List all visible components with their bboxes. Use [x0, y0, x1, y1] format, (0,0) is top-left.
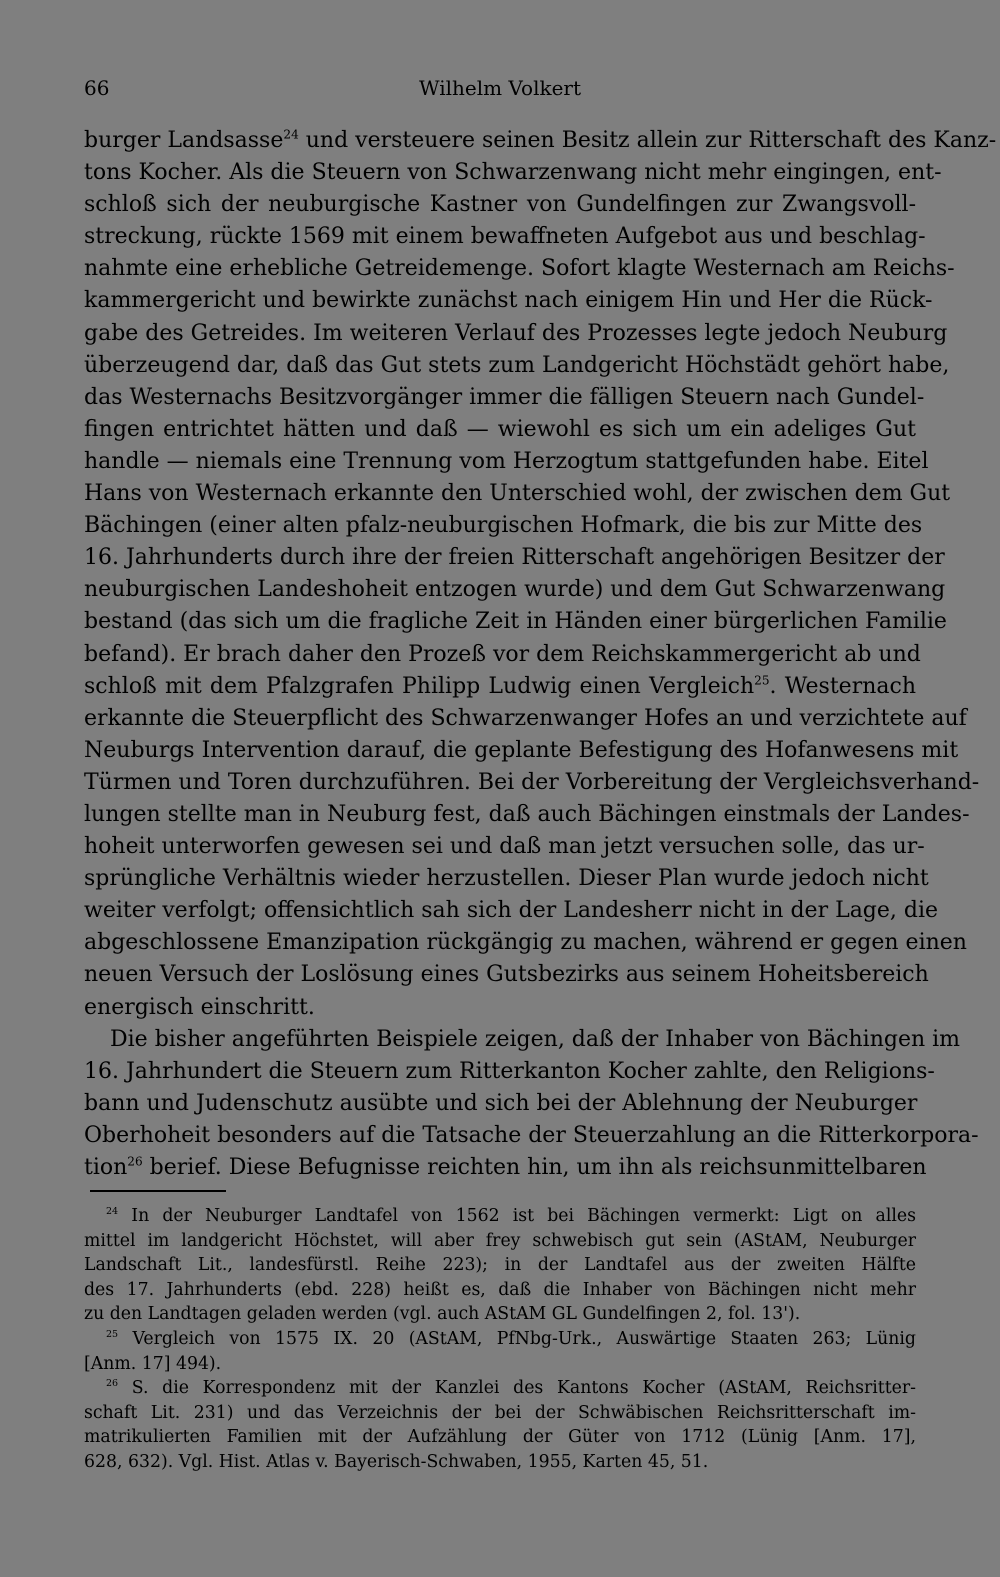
footnote-line [84, 1327, 916, 1352]
text-run: Landschaft Lit., landesfürstl. Reihe 223); in der Landtafel aus der zweiten Hälfte [84, 1255, 916, 1276]
footnote-line [84, 1352, 916, 1377]
text-run: neuburgischen Landeshoheit entzogen wurde) und dem Gut Schwarzenwang [84, 577, 946, 603]
text-run: Oberhoheit besonders auf die Tatsache der Steuerzahlung an die Ritterkorpora- [84, 1122, 979, 1148]
footnote [84, 1376, 916, 1474]
footnote-line [84, 1204, 916, 1229]
text-run: streckung, rückte 1569 mit einem bewaffneten Aufgebot aus und beschlag- [84, 224, 926, 250]
text-line [84, 735, 959, 767]
text-run: berief. Diese Befugnisse reichten hin, um ihn als reichsunmittelbaren [142, 1155, 927, 1180]
page-number: 66 [84, 76, 110, 100]
footnote-line [84, 1376, 916, 1401]
text-line [84, 478, 951, 510]
footnote-marker: 26 [106, 1378, 119, 1390]
text-line [84, 350, 950, 382]
text-line [84, 574, 946, 606]
text-run: befand). Er brach daher den Prozeß vor dem Reichskammergericht ab und [84, 641, 921, 667]
text-line [84, 895, 939, 927]
text-run: burger Landsasse [84, 128, 284, 153]
text-run: lungen stellte man in Neuburg fest, daß auch Bächingen einstmals der Landes- [84, 801, 970, 827]
text-line [84, 927, 967, 959]
text-run: tons Kocher. Als die Steuern von Schwarzenwang nicht mehr eingingen, ent- [84, 160, 942, 186]
text-run: energisch einschritt. [84, 994, 315, 1020]
text-run: 628, 632). Vgl. Hist. Atlas v. Bayerisch-Schwaben, 1955, Karten 45, 51. [84, 1451, 709, 1472]
text-run: überzeugend dar, daß das Gut stets zum Landgericht Höchstädt gehört habe, [84, 352, 950, 378]
footnote-marker: 25 [106, 1329, 119, 1341]
text-run: [Anm. 17] 494). [84, 1353, 222, 1374]
footnote-line [84, 1450, 916, 1475]
text-run: schaft Lit. 231) und das Verzeichnis der bei der Schwäbischen Reichsritterschaft im- [84, 1402, 916, 1423]
footnote-line [84, 1401, 916, 1426]
text-run: S. die Korrespondenz mit der Kanzlei des Kantons Kocher (AStAM, Reichsritter- [118, 1378, 916, 1399]
text-run: des 17. Jahrhunderts (ebd. 228) heißt es, daß die Inhaber von Bächingen nicht mehr [84, 1279, 916, 1300]
text-line [84, 446, 929, 478]
text-run: sprüngliche Verhältnis wieder herzustellen. Dieser Plan wurde jedoch nicht [84, 866, 929, 892]
text-run: In der Neuburger Landtafel von 1562 ist bei Bächingen vermerkt: Ligt on alles [118, 1206, 916, 1226]
footnote-marker: 25 [754, 673, 770, 688]
text-line [84, 992, 916, 1024]
text-line [84, 382, 925, 414]
text-run: und versteuere seinen Besitz allein zur Ritterschaft des Kanz- [298, 128, 997, 153]
text-run: zu den Landtagen geladen werden (vgl. auch AStAM GL Gundelfingen 2, fol. 13'). [84, 1304, 801, 1325]
footnote-marker: 26 [127, 1154, 143, 1169]
text-line [84, 863, 929, 895]
footnote-marker: 24 [106, 1206, 119, 1218]
text-run: das Westernachs Besitzvorgänger immer die fälligen Steuern nach Gundel- [84, 384, 925, 410]
text-run: tion [84, 1155, 128, 1180]
text-line [84, 125, 997, 157]
text-run: matrikulierten Familien mit der Aufzählung der Güter von 1712 (Lünig [Anm. 17], [84, 1427, 916, 1448]
text-line [84, 703, 967, 735]
text-line [84, 1120, 979, 1152]
text-run: neuen Versuch der Loslösung eines Gutsbezirks aus seinem Hoheitsbereich [84, 962, 929, 988]
text-run: handle — niemals eine Trennung vom Herzogtum stattgefunden habe. Eitel [84, 448, 929, 474]
text-line [84, 959, 929, 991]
text-line [84, 285, 933, 317]
text-line [84, 767, 980, 799]
text-line [84, 1088, 916, 1120]
footnotes [84, 1204, 916, 1475]
text-run: kammergericht und bewirkte zunächst nach einigem Hin und Her die Rück- [84, 288, 933, 314]
text-run: Bächingen (einer alten pfalz-neuburgischen Hofmark, die bis zur Mitte des [84, 513, 923, 539]
text-run: Neuburgs Intervention darauf, die geplante Befestigung des Hofanwesens mit [84, 737, 959, 763]
text-run: Vergleich von 1575 IX. 20 (AStAM, PfNbg-Urk., Auswärtige Staaten 263; Lünig [118, 1328, 916, 1349]
footnote-line [84, 1253, 916, 1278]
text-line [84, 1152, 927, 1184]
text-line [84, 671, 916, 703]
text-line [84, 639, 921, 671]
text-line [84, 1024, 961, 1056]
footnote-rule [90, 1190, 226, 1192]
footnote-line [84, 1229, 916, 1254]
footnote-line [84, 1278, 916, 1303]
footnote-marker: 24 [283, 127, 299, 142]
text-line [84, 1056, 935, 1088]
text-line [84, 799, 970, 831]
footnote [84, 1204, 916, 1327]
text-run: fingen entrichtet hätten und daß — wiewohl es sich um ein adeliges Gut [84, 416, 916, 442]
text-line [84, 831, 925, 863]
text-line [84, 606, 947, 638]
footnote [84, 1327, 916, 1376]
text-line [84, 189, 916, 221]
text-line [84, 157, 942, 189]
text-run: bann und Judenschutz ausübte und sich bei der Ablehnung der Neuburger [84, 1090, 918, 1116]
text-run: hoheit unterworfen gewesen sei und daß man jetzt versuchen solle, das ur- [84, 834, 925, 860]
text-run: 16. Jahrhunderts durch ihre der freien Ritterschaft angehörigen Besitzer der [84, 545, 945, 571]
text-run: . Westernach [769, 673, 916, 699]
text-run: bestand (das sich um die fragliche Zeit in Händen einer bürgerlichen Familie [84, 609, 947, 635]
paragraph [84, 1024, 979, 1184]
text-line [84, 542, 945, 574]
text-run: Die bisher angeführten Beispiele zeigen, daß der Inhaber von Bächingen im [110, 1026, 961, 1052]
text-run: abgeschlossene Emanzipation rückgängig zu machen, während er gegen einen [84, 930, 967, 956]
text-run: 16. Jahrhundert die Steuern zum Ritterkanton Kocher zahlte, den Religions- [84, 1058, 935, 1084]
text-run: gabe des Getreides. Im weiteren Verlauf des Prozesses legte jedoch Neuburg [84, 320, 948, 346]
text-run: schloß mit dem Pfalzgrafen Philipp Ludwig einen Vergleich [84, 673, 755, 699]
paragraph [84, 125, 997, 1024]
text-run: schloß sich der neuburgische Kastner von Gundelfingen zur Zwangsvoll- [84, 192, 916, 218]
running-head: Wilhelm Volkert [418, 76, 582, 100]
text-line [84, 221, 926, 253]
footnote-line [84, 1425, 916, 1450]
footnote-line [84, 1302, 916, 1327]
text-run: Hans von Westernach erkannte den Unterschied wohl, der zwischen dem Gut [84, 481, 951, 507]
text-line [84, 510, 923, 542]
text-line [84, 414, 916, 446]
text-line [84, 318, 948, 350]
text-run: erkannte die Steuerpflicht des Schwarzenwanger Hofes an und verzichtete auf [84, 705, 967, 731]
body-text [84, 125, 997, 1184]
text-run: mittel im landgericht Höchstet, will aber frey schwebisch gut sein (AStAM, Neuburger [84, 1230, 916, 1251]
text-run: nahmte eine erhebliche Getreidemenge. Sofort klagte Westernach am Reichs- [84, 256, 955, 282]
text-line [84, 253, 955, 285]
text-run: Türmen und Toren durchzuführen. Bei der Vorbereitung der Vergleichsverhand- [84, 769, 980, 795]
text-run: weiter verfolgt; offensichtlich sah sich der Landesherr nicht in der Lage, die [84, 898, 939, 924]
